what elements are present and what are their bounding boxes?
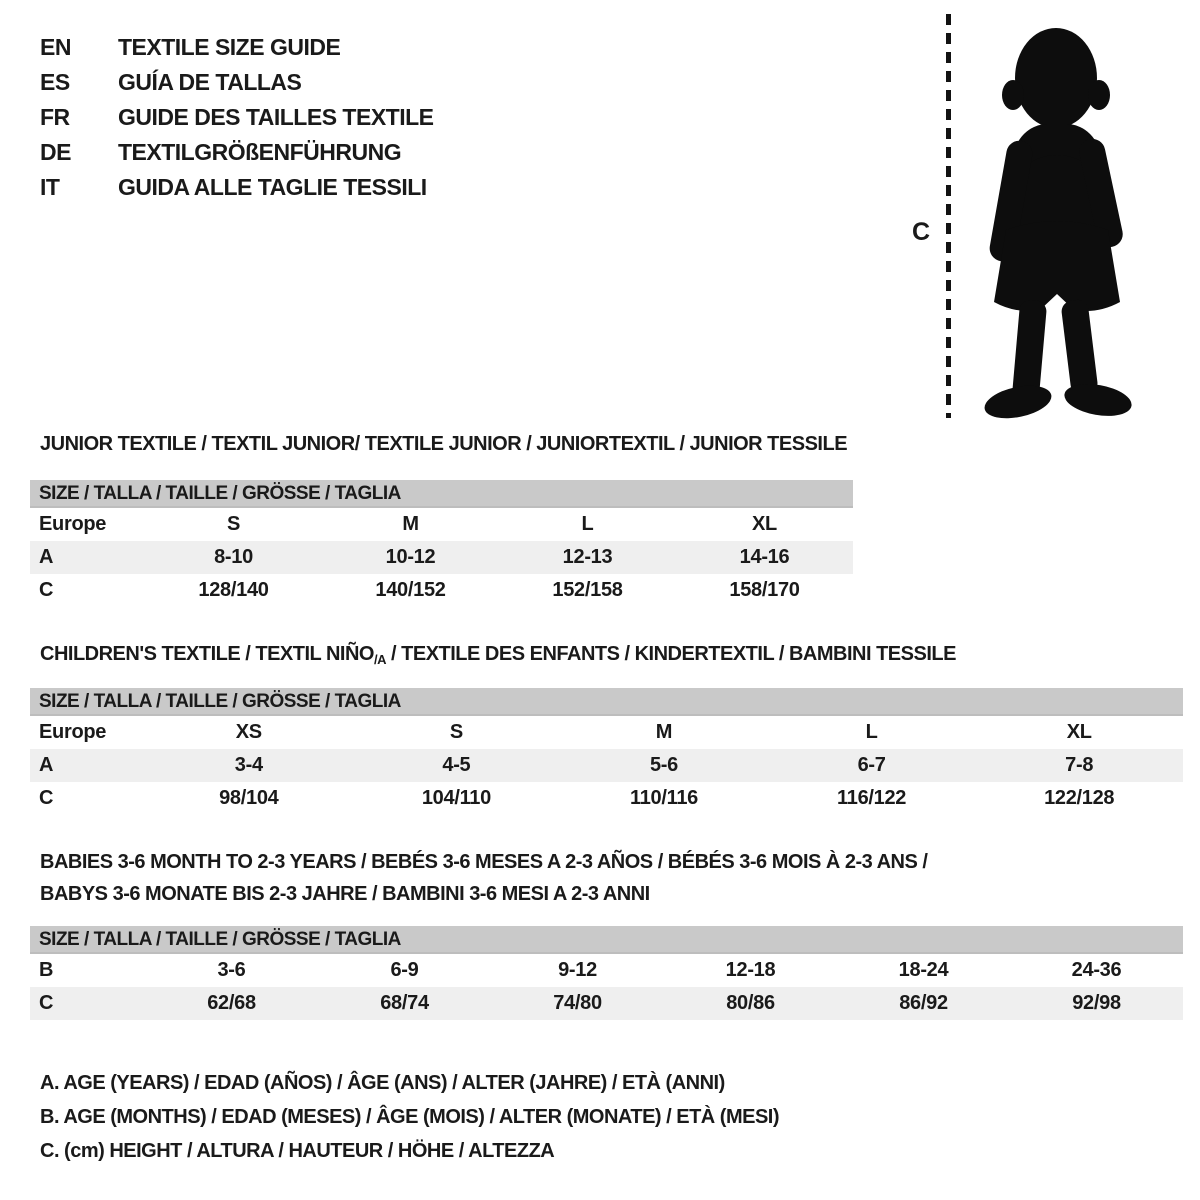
table-cell: 86/92 xyxy=(899,992,948,1014)
table-cell: L xyxy=(581,513,594,535)
table-cell: 62/68 xyxy=(207,992,256,1014)
table-cell: 116/122 xyxy=(837,787,907,809)
size-header-bar: SIZE / TALLA / TAILLE / GRÖSSE / TAGLIA xyxy=(30,688,1183,716)
babies-size-table xyxy=(30,926,1183,1020)
language-title: GUIDE DES TAILLES TEXTILE xyxy=(118,104,434,130)
table-cell: 6-9 xyxy=(390,959,419,981)
language-row-de xyxy=(40,135,434,170)
note-age-years: A. AGE (YEARS) / EDAD (AÑOS) / ÂGE (ANS) / ALTER (JAHRE) / ETÀ (ANNI) xyxy=(40,1072,725,1094)
children-section-title xyxy=(40,642,956,672)
row-label: B xyxy=(39,959,54,981)
table-row-c xyxy=(30,782,1183,815)
table-row-europe xyxy=(30,508,853,541)
table-cell: 24-36 xyxy=(1071,959,1122,981)
table-row-b xyxy=(30,954,1183,987)
legend-notes xyxy=(40,1066,779,1168)
note-height-cm: C. (cm) HEIGHT / ALTURA / HAUTEUR / HÖHE / ALTEZZA xyxy=(40,1140,555,1162)
table-cell: M xyxy=(402,513,419,535)
table-row-europe xyxy=(30,716,1183,749)
language-code: EN xyxy=(40,34,71,60)
table-cell: XL xyxy=(1066,721,1092,743)
table-cell: 3-4 xyxy=(234,754,263,776)
table-cell: 14-16 xyxy=(739,546,790,568)
language-code: FR xyxy=(40,104,70,130)
table-cell: L xyxy=(865,721,878,743)
title-prefix: CHILDREN'S TEXTILE / TEXTIL NIÑO xyxy=(40,643,374,665)
table-cell: 12-18 xyxy=(725,959,776,981)
language-title: GUÍA DE TALLAS xyxy=(118,69,302,95)
table-cell: 9-12 xyxy=(558,959,597,981)
row-label: A xyxy=(39,546,54,568)
children-size-table xyxy=(30,688,1183,815)
table-cell: 74/80 xyxy=(553,992,602,1014)
table-cell: 7-8 xyxy=(1065,754,1094,776)
table-cell: 6-7 xyxy=(857,754,886,776)
table-cell: 3-6 xyxy=(217,959,246,981)
toddler-silhouette-icon xyxy=(958,12,1148,422)
table-cell: 152/158 xyxy=(552,579,623,601)
babies-section-title-line1: BABIES 3-6 MONTH TO 2-3 YEARS / BEBÉS 3-6 MESES A 2-3 AÑOS / BÉBÉS 3-6 MOIS À 2-3 ANS / xyxy=(40,851,928,873)
babies-section-title-line2: BABYS 3-6 MONATE BIS 2-3 JAHRE / BAMBINI 3-6 MESI A 2-3 ANNI xyxy=(40,883,650,905)
junior-size-table xyxy=(30,480,853,607)
table-cell: S xyxy=(226,513,241,535)
table-cell: M xyxy=(655,721,673,743)
table-cell: XS xyxy=(235,721,262,743)
row-label: Europe xyxy=(39,721,107,743)
measure-c-label: C xyxy=(912,218,931,246)
table-cell: 18-24 xyxy=(898,959,949,981)
row-label: C xyxy=(39,579,54,601)
size-header-bar: SIZE / TALLA / TAILLE / GRÖSSE / TAGLIA xyxy=(30,480,853,508)
table-cell: 92/98 xyxy=(1072,992,1121,1014)
language-code: ES xyxy=(40,69,70,95)
table-cell: 98/104 xyxy=(219,787,279,809)
table-row-a xyxy=(30,749,1183,782)
table-cell: 12-13 xyxy=(562,546,613,568)
row-label: C xyxy=(39,787,54,809)
row-label: C xyxy=(39,992,54,1014)
table-cell: 4-5 xyxy=(442,754,471,776)
table-cell: 110/116 xyxy=(629,787,698,809)
language-title: TEXTILE SIZE GUIDE xyxy=(118,34,341,60)
table-cell: 104/110 xyxy=(421,787,491,809)
table-row-a xyxy=(30,541,853,574)
table-cell: XL xyxy=(752,513,777,535)
title-subscript: /A xyxy=(373,652,386,667)
language-row-es xyxy=(40,65,434,100)
table-row-c xyxy=(30,574,853,607)
table-cell: 122/128 xyxy=(1044,787,1115,809)
table-cell: 68/74 xyxy=(380,992,429,1014)
language-row-en xyxy=(40,30,434,65)
height-dashed-line xyxy=(946,14,951,418)
table-cell: 80/86 xyxy=(726,992,775,1014)
language-row-fr xyxy=(40,100,434,135)
table-cell: 158/170 xyxy=(729,579,800,601)
language-title: TEXTILGRÖßENFÜHRUNG xyxy=(118,139,402,165)
table-cell: S xyxy=(449,721,463,743)
junior-section-title: JUNIOR TEXTILE / TEXTIL JUNIOR/ TEXTILE JUNIOR / JUNIORTEXTIL / JUNIOR TESSILE xyxy=(40,433,848,455)
language-title: GUIDA ALLE TAGLIE TESSILI xyxy=(118,174,427,200)
note-age-months: B. AGE (MONTHS) / EDAD (MESES) / ÂGE (MOIS) / ALTER (MONATE) / ETÀ (MESI) xyxy=(40,1106,780,1128)
language-code: IT xyxy=(40,174,60,200)
language-list xyxy=(40,30,434,205)
row-label: Europe xyxy=(39,513,107,535)
title-suffix: / TEXTILE DES ENFANTS / KINDERTEXTIL / BAMBINI TESSILE xyxy=(385,643,956,665)
table-cell: 140/152 xyxy=(375,579,446,601)
language-code: DE xyxy=(40,139,71,165)
language-row-it xyxy=(40,170,434,205)
table-cell: 8-10 xyxy=(214,546,253,568)
table-row-c xyxy=(30,987,1183,1020)
size-header-bar: SIZE / TALLA / TAILLE / GRÖSSE / TAGLIA xyxy=(30,926,1183,954)
table-cell: 10-12 xyxy=(385,546,436,568)
table-cell: 5-6 xyxy=(649,754,678,776)
table-cell: 128/140 xyxy=(198,579,269,601)
row-label: A xyxy=(39,754,54,776)
